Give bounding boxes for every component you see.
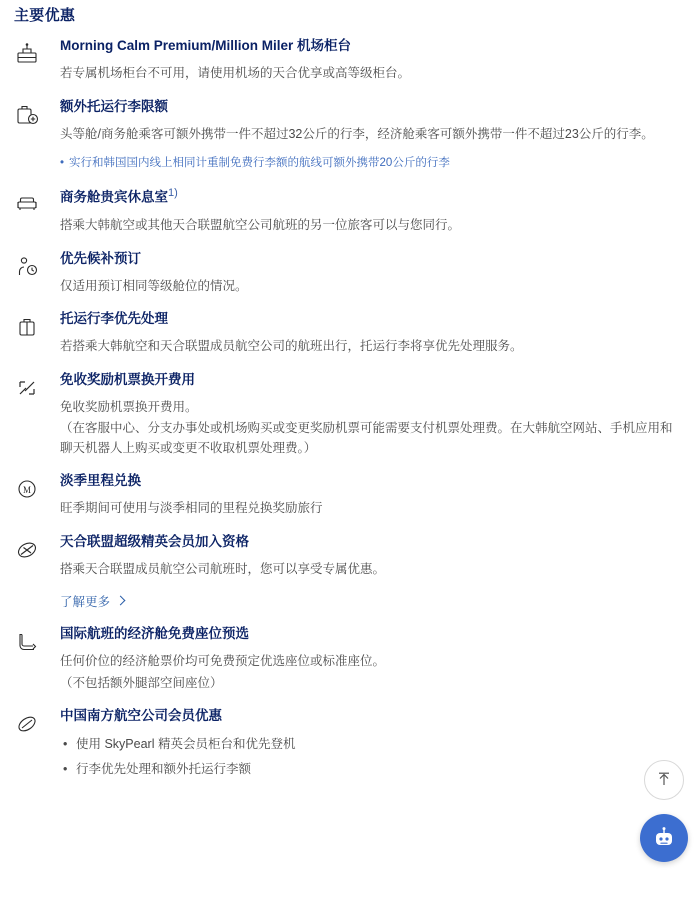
benefit-item — [14, 707, 686, 798]
benefit-item — [14, 625, 686, 707]
exchange-arrows-icon — [14, 371, 60, 401]
benefit-item — [14, 371, 686, 472]
svg-text:M: M — [22, 485, 32, 496]
benefit-item — [14, 186, 686, 249]
skyteam-elite-plus-icon — [14, 533, 60, 563]
seat-icon — [14, 625, 60, 655]
benefit-title: 中国南方航空公司会员优惠 — [60, 708, 222, 724]
chatbot-icon — [650, 824, 678, 852]
benefit-item — [14, 533, 686, 626]
benefit-item — [14, 98, 686, 187]
benefit-description: 任何价位的经济舱票价均可免费预定优选座位或标准座位。 — [60, 654, 386, 669]
benefit-title — [60, 186, 676, 207]
benefit-description-secondary: （在客服中心、分支办事处或机场购买或变更奖励机票可能需要支付机票处理费。在大韩航空网站、手机应用和聊天机器人上购买或变更不收取机票处理费。） — [60, 421, 673, 455]
benefit-description: 免收奖励机票换开费用。 — [60, 399, 198, 414]
benefit-item — [14, 310, 686, 371]
benefit-title: 淡季里程兑换 — [60, 473, 141, 489]
arrow-up-icon — [655, 771, 673, 789]
list-item: • 行李优先处理和额外托运行李额 — [60, 759, 676, 779]
benefit-title: 优先候补预订 — [60, 250, 141, 266]
chevron-right-icon — [116, 596, 126, 606]
benefit-description-secondary: （不包括额外腿部空间座位） — [60, 675, 223, 690]
off-season-mileage-icon — [14, 472, 60, 502]
benefit-item — [14, 472, 686, 533]
benefit-description: 搭乘天合联盟成员航空公司航班时，您可以享受专属优惠。 — [60, 561, 386, 576]
benefit-title-superscript: 1) — [168, 187, 178, 200]
list-item: • 使用 SkyPearl 精英会员柜台和优先登机 — [60, 734, 676, 754]
benefit-description: 仅适用预订相同等级舱位的情况。 — [60, 278, 248, 293]
benefit-title: 天合联盟超级精英会员加入资格 — [60, 533, 249, 549]
benefit-title: 托运行李优先处理 — [60, 311, 168, 327]
learn-more-label: 了解更多 — [60, 595, 111, 610]
note-text: 实行和韩国国内线上相同计重制免费行李额的航线可额外携带20公斤的行李 — [69, 157, 450, 170]
extra-baggage-icon — [14, 98, 60, 128]
learn-more-link[interactable] — [60, 592, 124, 610]
lounge-sofa-icon — [14, 186, 60, 216]
benefit-item — [14, 37, 686, 98]
benefit-description: 搭乘大韩航空或其他天合联盟航空公司航班的另一位旅客可以与您同行。 — [60, 218, 461, 233]
benefit-note — [60, 155, 676, 172]
china-southern-icon — [14, 707, 60, 737]
page-title: 主要优惠 — [14, 7, 76, 24]
benefit-description: 若搭乘大韩航空和天合联盟成员航空公司的航班出行，托运行李将享优先处理服务。 — [60, 339, 523, 354]
benefit-description: 头等舱/商务舱乘客可额外携带一件不超过32公斤的行李，经济舱乘客可额外携带一件不超过23公斤的行李。 — [60, 126, 654, 141]
note-bullet-icon: • — [60, 157, 65, 170]
chatbot-button[interactable] — [640, 814, 688, 862]
benefit-title: 免收奖励机票换开费用 — [60, 371, 195, 387]
priority-standby-icon — [14, 250, 60, 280]
benefit-description: 若专属机场柜台不可用，请使用机场的天合优享或高等级柜台。 — [60, 66, 411, 81]
benefit-item — [14, 250, 686, 311]
benefit-title-text: 商务舱贵宾休息室 — [60, 189, 168, 205]
benefit-title: 国际航班的经济舱免费座位预选 — [60, 626, 249, 642]
benefit-bullet-list — [60, 734, 676, 779]
benefit-description: 旺季期间可使用与淡季相同的里程兑换奖励旅行 — [60, 501, 323, 516]
benefit-title: Morning Calm Premium/Million Miler 机场柜台 — [60, 38, 352, 53]
priority-baggage-icon — [14, 310, 60, 340]
scroll-to-top-button[interactable] — [644, 760, 684, 800]
check-in-counter-icon — [14, 37, 60, 67]
benefit-title: 额外托运行李限额 — [60, 98, 168, 114]
